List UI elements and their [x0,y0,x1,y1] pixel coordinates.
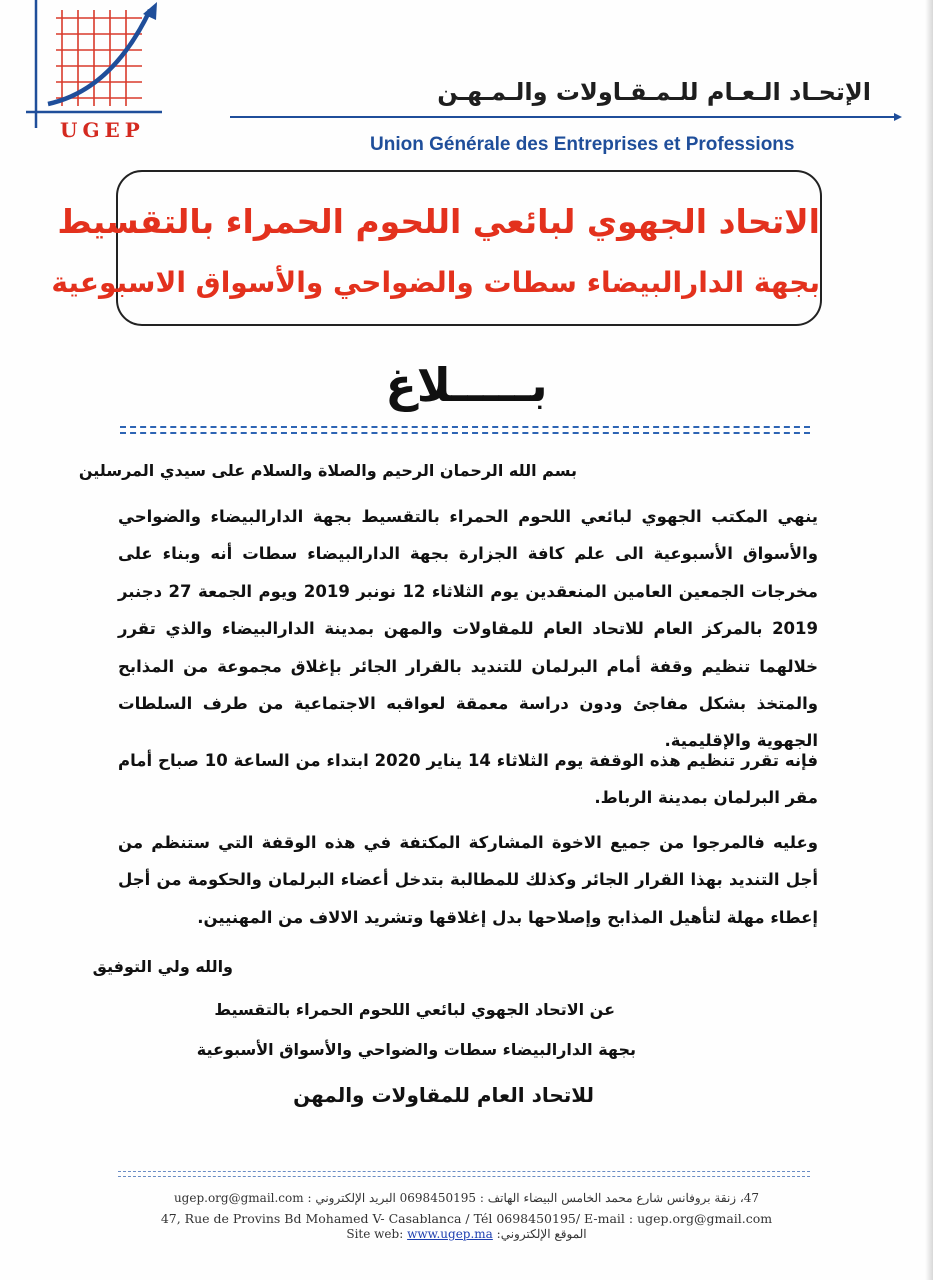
signature-line-2: بجهة الدارالبيضاء سطات والضواحي والأسواق الأسبوعية [196,1040,636,1059]
separator-line [120,426,810,434]
title-line-2: بجهة الدارالبيضاء سطات والضواحي والأسواق الاسبوعية [51,266,820,299]
page-edge-shadow [925,0,933,1280]
site-link[interactable]: www.ugep.ma [407,1227,493,1241]
organization-name-french: Union Générale des Entreprises et Professions [370,134,795,155]
title-line-1: الاتحاد الجهوي لبائعي اللحوم الحمراء بالتقسيط [57,202,820,241]
closing-phrase: والله ولي التوفيق [92,957,233,976]
body-paragraph-1: ينهي المكتب الجهوي لبائعي اللحوم الحمراء بالتقسيط بجهة الدارالبيضاء والضواحي والأسواق الأسبوعية الى علم كافة الجزارة بجهة الدارالبيضاء سطات أنه وبناء على مخرجات الجمعين العامين المنعقدين يوم الثلاثاء 12 نونبر 2019 ويوم الجمعة 27 دجنبر 2019 بالمركز العام للاتحاد العام للمقاولات والمهن بمدينة الدارالبيضاء والذي تقرر خلالهما تنظيم وقفة أمام البرلمان للتنديد بالقرار الجائر بإغلاق مجموعة من المذابح والمتخذ بشكل مفاجئ ودون دراسة معمقة لعواقبه الاجتماعية من طرف السلطات الجهوية والإقليمية. [118,507,818,751]
header-arrow-line [230,112,902,122]
body-paragraph-3: وعليه فالمرجوا من جميع الاخوة المشاركة المكتفة في هذه الوقفة التي ستنظم من أجل التنديد بهذا القرار الجائر وكذلك للمطالبة بتدخل أعضاء البرلمان والحكومة من أجل إعطاء مهلة لتأهيل المذابح وإصلاحها بدل إغلاقها وتشريد الالاف من المهنيين. [118,833,818,927]
signature-line-3: للاتحاد العام للمقاولات والمهن [293,1083,594,1107]
footer-address-arabic: 47، زنقة بروفانس شارع محمد الخامس البيضاء الهاتف : 0698450195 البريد الإلكتروني : ugep.org@gmail.com [173,1191,760,1205]
document-title: بـــــلاغ [385,358,548,412]
body-paragraph-2: فإنه تقرر تنظيم هذه الوقفة يوم الثلاثاء 14 يناير 2020 ابتداء من الساعة 10 صباح أمام مقر البرلمان بمدينة الرباط. [118,751,819,808]
organization-name-arabic: الإتحـاد الـعـام للـمـقـاولات والـمـهـن [437,78,871,106]
logo-text: UGEP [60,118,145,142]
title-box [51,170,822,326]
basmala: بسم الله الرحمان الرحيم والصلاة والسلام على سيدي المرسلين [78,461,577,480]
site-label: Site web: [346,1227,404,1241]
footer-address-french: 47, Rue de Provins Bd Mohamed V- Casablanca / Tél 0698450195/ E-mail : ugep.org@gmail.com [160,1211,773,1226]
site-label-arabic: الموقع الإلكتروني: [496,1227,587,1241]
footer-separator [118,1171,810,1177]
footer-website [0,1227,933,1241]
signature-line-1: عن الاتحاد الجهوي لبائعي اللحوم الحمراء بالتقسيط [214,1000,615,1019]
